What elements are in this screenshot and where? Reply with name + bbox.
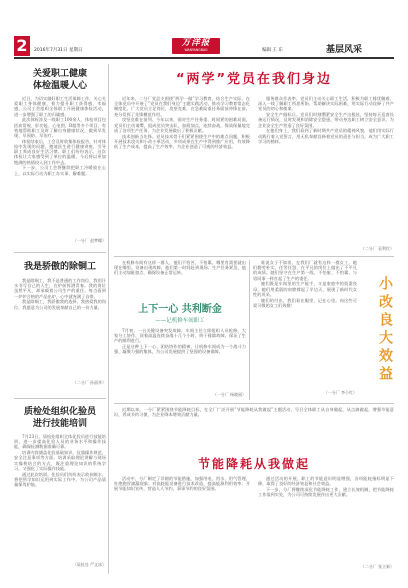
masthead [0,0,408,58]
paragraph: 下一步，公司工会将继续把职工冷暖放在心上，以实际行动为职工办实事、解难题。 [14,165,106,176]
article-subtitle: ——记机修车间职工 [155,318,205,324]
article-body-top [114,260,246,300]
article-credit: （一分厂 赵梦蝶） [72,238,106,243]
article-title-line2: 进行技能培训 [32,419,87,429]
paragraph: 她们的付出，我们看在眼里，记在心里。向这些可爱可敬的女工们致敬！ [253,297,357,308]
article-headline: “两学”党员在我们身边 [175,72,333,87]
masthead-rule [14,57,394,59]
paragraph: 通过此次培训，化验员们纷纷表示收获颇丰，将把所学知识运用到实际工作中，为公司产品质量保驾护航。 [14,471,106,488]
article-title-line1: 关爱职工健康 [32,69,87,79]
article-title-line1: 质检处组织化验员 [23,407,96,417]
article-body [114,476,394,564]
article-credit: （二分厂 袁利红） [360,246,394,251]
article-lab-training [14,402,106,574]
paragraph: 活动中，分厂制定了详细的节能措施，加强用电、用水、用气管理，杜绝跑冒滴漏现象；对高耗能设备进行技术改造，提高能源利用效率；开展节能知识宣传，营造人人节约、事事节约的良好氛围。 [114,476,250,492]
article-body [114,96,394,246]
paragraph: 我是除铜工，我骄傲我的选择，我热爱我的岗位，我愿意为公司的发展奉献自己的一份力量。 [14,299,106,310]
article-credit: （二分厂 孙丽华） [72,380,106,385]
article-title: 节能降耗从我做起 [197,457,310,471]
paragraph: 谁说女子不如男，在我们厂就有这样一群女工，她们勤劳朴实，任劳任怨，在平凡的岗位上做出了不平凡的成绩。她们坚守在生产第一线，不怕脏、不怕累，与男同事一样扛起了生产的重任。 [253,260,357,281]
article-copper-worker [14,256,106,396]
article-body [114,328,246,392]
paragraph: 体检结束后，工会及时收集体检报告，针对体检中发现的问题，邀请医生进行健康讲座，引导职工养成良好生活习惯。职工们纷纷表示，这次体检让大家感受到了单位的温暖，今后将以更加饱满的热情投入到工作中去。 [14,138,106,165]
paragraph: 近年来，二分厂党总支围绕“两学一做”学习教育，结合生产实际，在全体党员中开展了“党员在我们身边”主题实践活动，推动学习教育常态化制度化。广大党员立足岗位，攻坚克难，在急难险重任务面前冲锋在前，充分发挥了先锋模范作用。 [114,96,250,117]
article-body [14,278,106,380]
paragraph: 近日，为切实做好职工生活保障工作，关心关爱职工身体健康，着力提升职工获得感、幸福感，公司工会组织全体职工开展健康体检活动，进一步增强了职工的归属感。 [14,96,106,117]
page-number: 2 [14,36,30,56]
article-divider [14,398,106,399]
paragraph: 在他们身上，我们看到了新时期共产党员的精神风貌，他们用实际行动践行着入党誓言，用无私奉献诠释着党员的责任与担当，成为广大职工学习的榜样。 [258,128,394,144]
article-body [253,260,357,390]
paragraph: 服务群众作表率。党员们主动关心职工生活，积极为职工排忧解难，深入一线了解职工所思所盼，帮助解决实际困难，用实际行动诠释了共产党员的初心和使命。 [258,96,394,112]
paragraph: 在机修车间有这样一群人，他们不怕苦、不怕累，哪里有需要就出现在哪里。设备出现故障，他们第一时间赶到现场；生产任务紧急，他们主动加班加点，确保设备正常运转。 [114,260,246,276]
paragraph: 她们既是车间里的生产能手，又是家庭中的贤妻良母，她们用柔弱的肩膀撑起了半边天，展现了新时代女性的风采。 [253,281,357,297]
article-credit: （二分厂 张立新） [360,564,394,569]
article-body [14,96,106,238]
article-divider [114,403,394,404]
column-divider [108,64,109,574]
paragraph: 下一步，分厂将继续深化节能降耗工作，建立长效机制，把节能降耗工作落到实处，为公司可持续发展作出更大贡献。 [258,487,394,498]
article-credit: （一分厂 杨晓丽） [212,392,246,397]
paragraph: 通过活动的开展，职工的节能意识明显增强，各项能耗指标明显下降，取得了良好的经济效益和社会效益。 [258,476,394,487]
side-vertical-title: 小改良大效益 [377,276,393,384]
article-credit: （一分厂 李小红） [323,390,357,395]
issue-date: 2016年7月31日 星期日 [34,48,83,53]
logo-subtext: WANYANGBAO [184,48,208,52]
article-title: 我是骄傲的除铜工 [23,262,96,272]
column-divider [249,260,250,400]
paragraph: 培训内容涵盖化验基础知识、仪器操作规范、安全注意事项等方面。培训采取理论讲解与现场实操相结合的方式，既注重理论知识的系统学习，又强化了实际操作技能。 [14,450,106,471]
editor-credit: 编辑 王 东 [262,48,283,53]
paragraph: 正是这种上下一心、团结协作的精神，让机修车间成为一个战斗力强、凝聚力强的集体，为公司发展提供了坚强的设备保障。 [114,344,246,355]
paragraph: 7月23日，质检处组织全体化验员进行技能培训，进一步提高化验人员的业务水平和操作技能，确保检测数据准确可靠。 [14,434,106,450]
article-party-members [114,64,394,254]
paragraph: 近期以来，一分厂紧紧围绕节能降耗目标，在全厂广泛开展“节能降耗从我做起”主题活动，号召全体职工从自身做起，从点滴做起，增强节能意识，养成节约习惯，为企业降本增效贡献力量。 [114,407,394,418]
paragraph: 此次体检涉及一线职工100余人，体检项目包括血常规、肝功能、心电图、B超等多个项目，有效地帮助职工及时了解自身健康状况，做到早发现、早预防、早治疗。 [14,117,106,139]
paragraph: 7月初，一台关键设备突发故障，车间主任立即组织人员抢修。大家分工协作，顶着高温连续奋战十几个小时，终于排除故障，保证了生产的顺利进行。 [114,328,246,344]
article-divider [114,256,394,257]
article-credit: （质检处 严文冰） [72,562,106,567]
article-women-workers [253,260,357,400]
paragraph: 安全生产做标兵。党员们时刻绷紧安全生产这根弦，坚持每天巡查设备运行情况，及时发现和消除安全隐患，带动身边职工树立安全意识，为企业安全生产营造了良好氛围。 [258,112,394,128]
article-health-checkup [14,64,106,250]
article-title: 上下一心 共利断金 [138,304,222,315]
section-title: 基层风采 [326,45,363,55]
article-body [14,434,106,562]
logo-text: 万洋报 [181,38,211,48]
paragraph: 技术创新当先锋。党员技术骨干们紧紧围绕生产中的难点问题，积极开展技术攻关和小改小革活动，多项成果在生产中得到推广应用，有效降低了生产成本，提高了生产效率，为企业创造了可观的经济效益。 [114,133,250,150]
article-energy-saving [114,407,394,575]
article-title-line2: 体检温暖人心 [32,81,87,91]
newspaper-logo [172,38,220,54]
paragraph: 我是除铜工，我不是普通的工作岗位，我用汗水书写自己的人生，在炉前挥洒青春。我的岗位虽然平凡，却承载着公司生产的重任。每当看到一炉炉合格的产品出炉，心中就充满了自豪。 [14,278,106,299]
article-united-team [114,260,246,400]
article-divider [14,252,106,253]
paragraph: 攻坚克难在前列。今年以来，面对生产任务重、时间紧的困难局面，党员们主动请缨，组成党员突击队，加班加点，连续奋战，保质保量地完成了各项生产任务，为企业发展做出了积极贡献。 [114,117,250,133]
article-body-top [114,407,394,453]
